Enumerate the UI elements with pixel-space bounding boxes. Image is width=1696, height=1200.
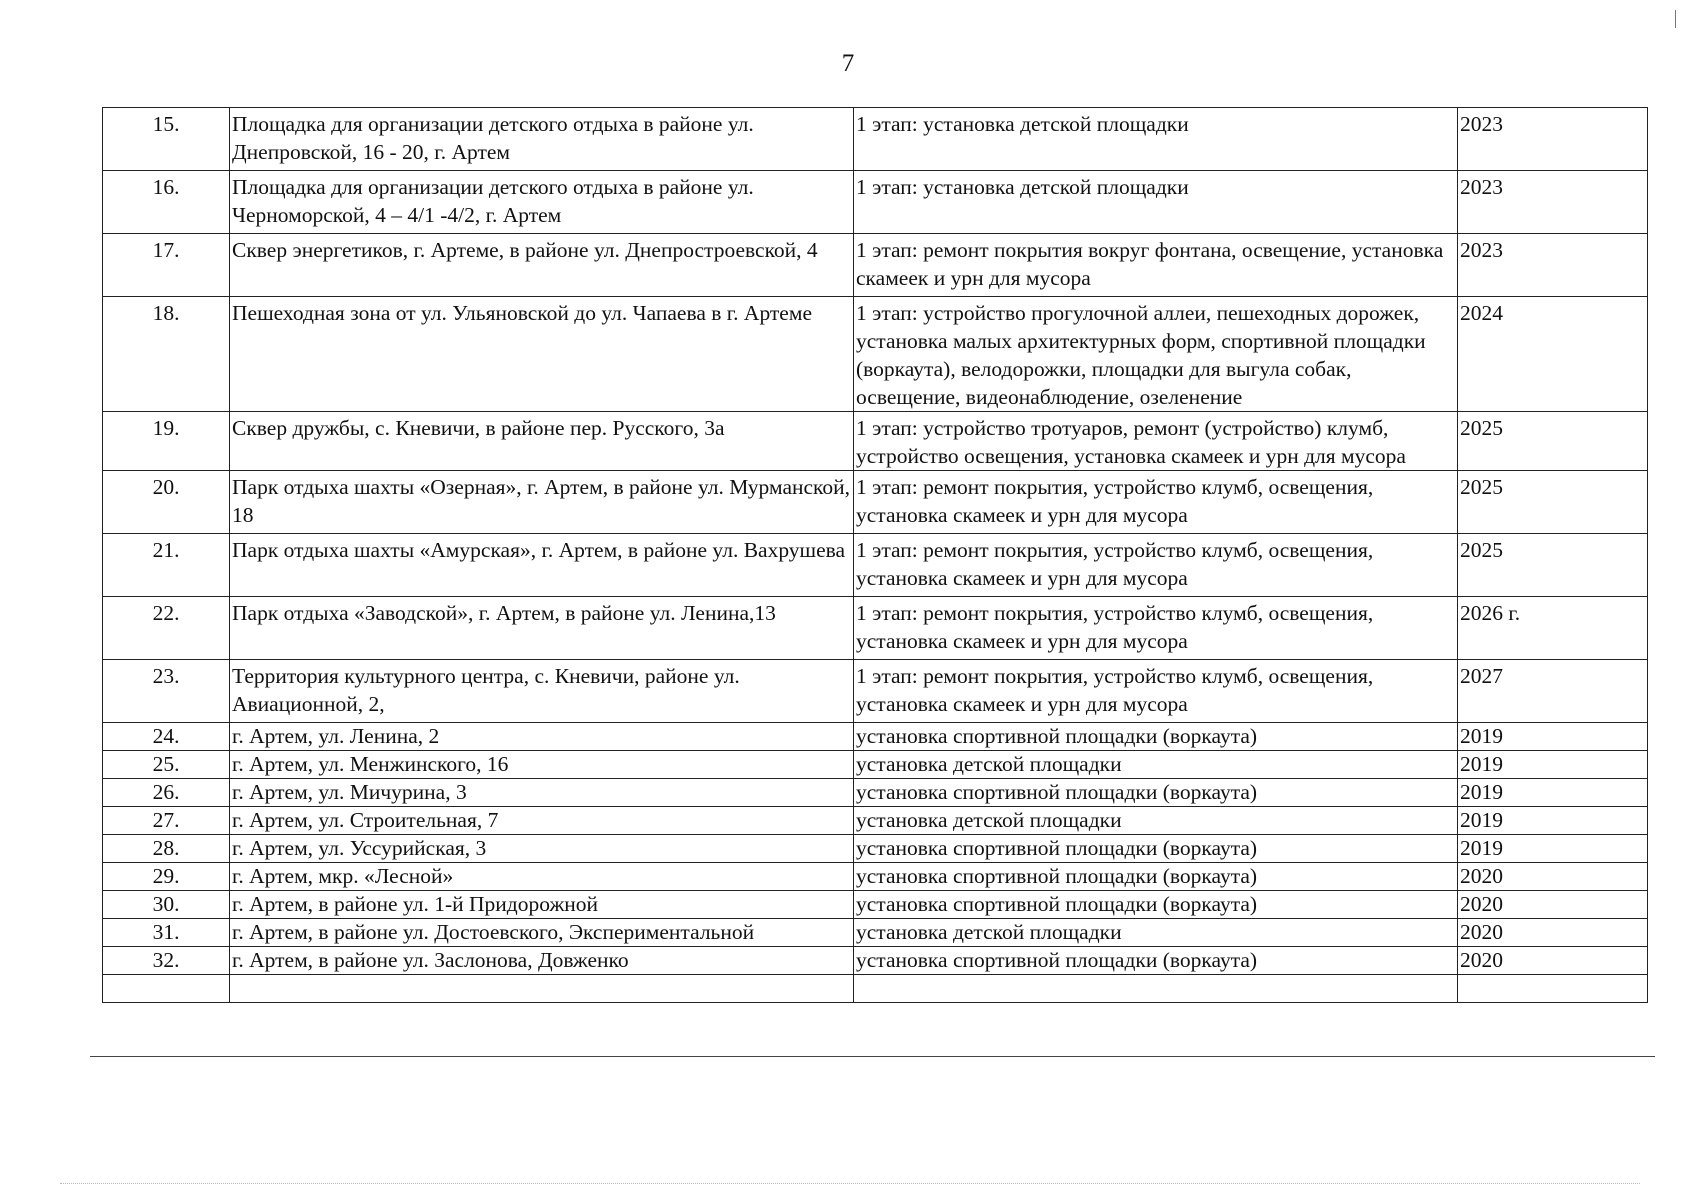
row-number: 23. (103, 660, 230, 723)
improvement-plan-table (102, 107, 1648, 1003)
table-row (103, 947, 1648, 975)
year-cell: 2023 (1458, 234, 1648, 297)
year-cell: 2023 (1458, 171, 1648, 234)
row-number: 20. (103, 471, 230, 534)
year-cell: 2026 г. (1458, 597, 1648, 660)
empty-cell (1458, 975, 1648, 1003)
object-cell: Сквер энергетиков, г. Артеме, в районе ул. Днепростроевской, 4 (230, 234, 854, 297)
table-row (103, 412, 1648, 471)
row-number: 26. (103, 779, 230, 807)
row-number: 21. (103, 534, 230, 597)
year-cell: 2019 (1458, 779, 1648, 807)
row-number: 31. (103, 919, 230, 947)
row-number: 28. (103, 835, 230, 863)
row-number: 19. (103, 412, 230, 471)
year-cell: 2025 (1458, 534, 1648, 597)
year-cell: 2024 (1458, 297, 1648, 412)
works-cell: 1 этап: установка детской площадки (854, 108, 1458, 171)
table-row (103, 751, 1648, 779)
row-number: 25. (103, 751, 230, 779)
table-row (103, 723, 1648, 751)
works-cell: 1 этап: устройство прогулочной аллеи, пешеходных дорожек, установка малых архитектурных форм, спортивной площадки (воркаута), велодорожки, площадки для выгула собак, освещение, видеонаблюдение, озеленение (854, 297, 1458, 412)
row-number: 29. (103, 863, 230, 891)
year-cell: 2020 (1458, 863, 1648, 891)
row-number: 30. (103, 891, 230, 919)
row-number: 15. (103, 108, 230, 171)
scan-corner-mark (1675, 10, 1688, 28)
year-cell: 2019 (1458, 723, 1648, 751)
object-cell: Пешеходная зона от ул. Ульяновской до ул. Чапаева в г. Артеме (230, 297, 854, 412)
row-number: 18. (103, 297, 230, 412)
works-cell: 1 этап: ремонт покрытия, устройство клумб, освещения, установка скамеек и урн для мусора (854, 597, 1458, 660)
object-cell: г. Артем, ул. Ленина, 2 (230, 723, 854, 751)
object-cell: г. Артем, ул. Уссурийская, 3 (230, 835, 854, 863)
object-cell: г. Артем, ул. Менжинского, 16 (230, 751, 854, 779)
works-cell: установка детской площадки (854, 751, 1458, 779)
table-row (103, 891, 1648, 919)
scan-artifact-line (90, 1056, 1655, 1057)
object-cell: г. Артем, ул. Мичурина, 3 (230, 779, 854, 807)
object-cell: Парк отдыха «Заводской», г. Артем, в районе ул. Ленина,13 (230, 597, 854, 660)
table-row (103, 234, 1648, 297)
page-number: 7 (841, 50, 855, 77)
object-cell: г. Артем, в районе ул. 1-й Придорожной (230, 891, 854, 919)
row-number: 27. (103, 807, 230, 835)
empty-cell (854, 975, 1458, 1003)
object-cell: Парк отдыха шахты «Амурская», г. Артем, в районе ул. Вахрушева (230, 534, 854, 597)
empty-cell (103, 975, 230, 1003)
works-cell: 1 этап: ремонт покрытия, устройство клумб, освещения, установка скамеек и урн для мусора (854, 471, 1458, 534)
table-row (103, 171, 1648, 234)
year-cell: 2025 (1458, 471, 1648, 534)
table-row (103, 108, 1648, 171)
row-number: 17. (103, 234, 230, 297)
table-row (103, 807, 1648, 835)
year-cell: 2020 (1458, 919, 1648, 947)
works-cell: 1 этап: ремонт покрытия, устройство клумб, освещения, установка скамеек и урн для мусора (854, 534, 1458, 597)
object-cell: г. Артем, ул. Строительная, 7 (230, 807, 854, 835)
year-cell: 2019 (1458, 751, 1648, 779)
works-cell: установка детской площадки (854, 919, 1458, 947)
table-body (103, 108, 1648, 1003)
works-cell: 1 этап: устройство тротуаров, ремонт (устройство) клумб, устройство освещения, установка скамеек и урн для мусора (854, 412, 1458, 471)
object-cell: Площадка для организации детского отдыха в районе ул. Днепровской, 16 - 20, г. Артем (230, 108, 854, 171)
object-cell: Площадка для организации детского отдыха в районе ул. Черноморской, 4 – 4/1 -4/2, г. Артем (230, 171, 854, 234)
row-number: 16. (103, 171, 230, 234)
works-cell: установка спортивной площадки (воркаута) (854, 891, 1458, 919)
works-cell: установка спортивной площадки (воркаута) (854, 779, 1458, 807)
year-cell: 2019 (1458, 807, 1648, 835)
works-cell: установка спортивной площадки (воркаута) (854, 723, 1458, 751)
table-row (103, 597, 1648, 660)
works-cell: 1 этап: установка детской площадки (854, 171, 1458, 234)
object-cell: г. Артем, в районе ул. Достоевского, Экспериментальной (230, 919, 854, 947)
empty-table-row (103, 975, 1648, 1003)
table-row (103, 471, 1648, 534)
works-cell: 1 этап: ремонт покрытия вокруг фонтана, освещение, установка скамеек и урн для мусора (854, 234, 1458, 297)
scan-artifact-dots (60, 1183, 1640, 1184)
object-cell: г. Артем, в районе ул. Заслонова, Довженко (230, 947, 854, 975)
year-cell: 2025 (1458, 412, 1648, 471)
table-row (103, 863, 1648, 891)
row-number: 24. (103, 723, 230, 751)
row-number: 32. (103, 947, 230, 975)
works-cell: установка детской площадки (854, 807, 1458, 835)
table-row (103, 779, 1648, 807)
year-cell: 2020 (1458, 891, 1648, 919)
object-cell: Сквер дружбы, с. Кневичи, в районе пер. Русского, 3а (230, 412, 854, 471)
year-cell: 2023 (1458, 108, 1648, 171)
year-cell: 2027 (1458, 660, 1648, 723)
year-cell: 2019 (1458, 835, 1648, 863)
object-cell: г. Артем, мкр. «Лесной» (230, 863, 854, 891)
row-number: 22. (103, 597, 230, 660)
object-cell: Парк отдыха шахты «Озерная», г. Артем, в районе ул. Мурманской, 18 (230, 471, 854, 534)
works-cell: установка спортивной площадки (воркаута) (854, 863, 1458, 891)
table-row (103, 297, 1648, 412)
table-row (103, 534, 1648, 597)
table-row (103, 919, 1648, 947)
works-cell: 1 этап: ремонт покрытия, устройство клумб, освещения, установка скамеек и урн для мусора (854, 660, 1458, 723)
empty-cell (230, 975, 854, 1003)
works-cell: установка спортивной площадки (воркаута) (854, 947, 1458, 975)
year-cell: 2020 (1458, 947, 1648, 975)
table-row (103, 835, 1648, 863)
works-cell: установка спортивной площадки (воркаута) (854, 835, 1458, 863)
object-cell: Территория культурного центра, с. Кневичи, районе ул. Авиационной, 2, (230, 660, 854, 723)
table-row (103, 660, 1648, 723)
